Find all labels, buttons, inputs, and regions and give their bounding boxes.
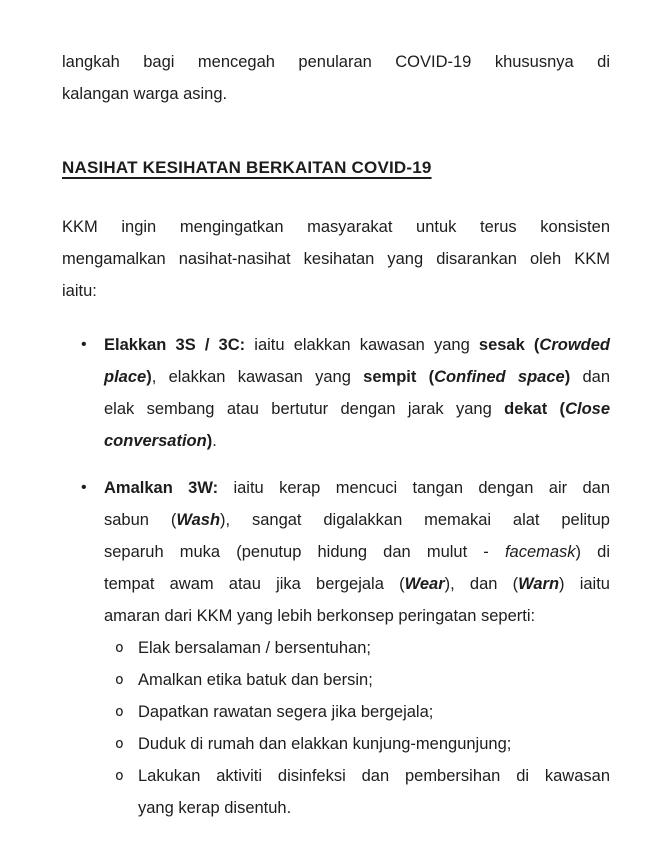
health-advice-list	[62, 329, 610, 824]
circle-bullet-icon: o	[115, 736, 124, 752]
sub-list-item-text: Amalkan etika batuk dan bersin;	[138, 671, 373, 689]
sub-list-item-elak-bersalaman	[115, 632, 610, 664]
circle-bullet-icon: o	[115, 704, 124, 720]
list-item-amalkan-3w	[81, 472, 610, 632]
circle-bullet-icon: o	[115, 672, 124, 688]
sub-list-item-duduk-di-rumah	[115, 728, 610, 760]
sub-list-item-text: Elak bersalaman / bersentuhan;	[138, 639, 371, 657]
disc-bullet-icon: •	[81, 479, 87, 496]
disc-bullet-icon: •	[81, 336, 87, 353]
sub-list-item-etika-batuk	[115, 664, 610, 696]
sub-list-item-dapatkan-rawatan	[115, 696, 610, 728]
sub-list-item-text: Dapatkan rawatan segera jika bergejala;	[138, 703, 434, 721]
paragraph-intro: langkah bagi mencegah penularan COVID-19 khususnya di kalangan warga asing.	[62, 53, 610, 103]
list-item-elakkan-3s-3c	[81, 329, 610, 457]
sub-list-item-text: Lakukan aktiviti disinfeksi dan pembersihan di kawasan yang kerap disentuh.	[138, 767, 610, 817]
list-item-text: Elakkan 3S / 3C: iaitu elakkan kawasan yang sesak (Crowded place), elakkan kawasan yang sempit (Confined space) dan elak sembang atau bertutur dengan jarak yang dekat (Close conversation).	[104, 336, 610, 450]
paragraph-kkm-reminder: KKM ingin mengingatkan masyarakat untuk terus konsisten mengamalkan nasihat-nasihat kesihatan yang disarankan oleh KKM iaitu:	[62, 218, 610, 300]
list-item-text: Amalkan 3W: iaitu kerap mencuci tangan dengan air dan sabun (Wash), sangat digalakkan memakai alat pelitup separuh muka (penutup hidung dan mulut - facemask) di tempat awam atau jika bergejala (Wear), dan (Warn) iaitu amaran dari KKM yang lebih berkonsep peringatan seperti:	[104, 479, 611, 625]
sub-list-item-text: Duduk di rumah dan elakkan kunjung-mengunjung;	[138, 735, 512, 753]
sub-list-item-disinfeksi	[115, 760, 610, 824]
circle-bullet-icon: o	[115, 768, 124, 784]
section-heading: NASIHAT KESIHATAN BERKAITAN COVID-19	[62, 158, 432, 177]
circle-bullet-icon: o	[115, 640, 124, 656]
